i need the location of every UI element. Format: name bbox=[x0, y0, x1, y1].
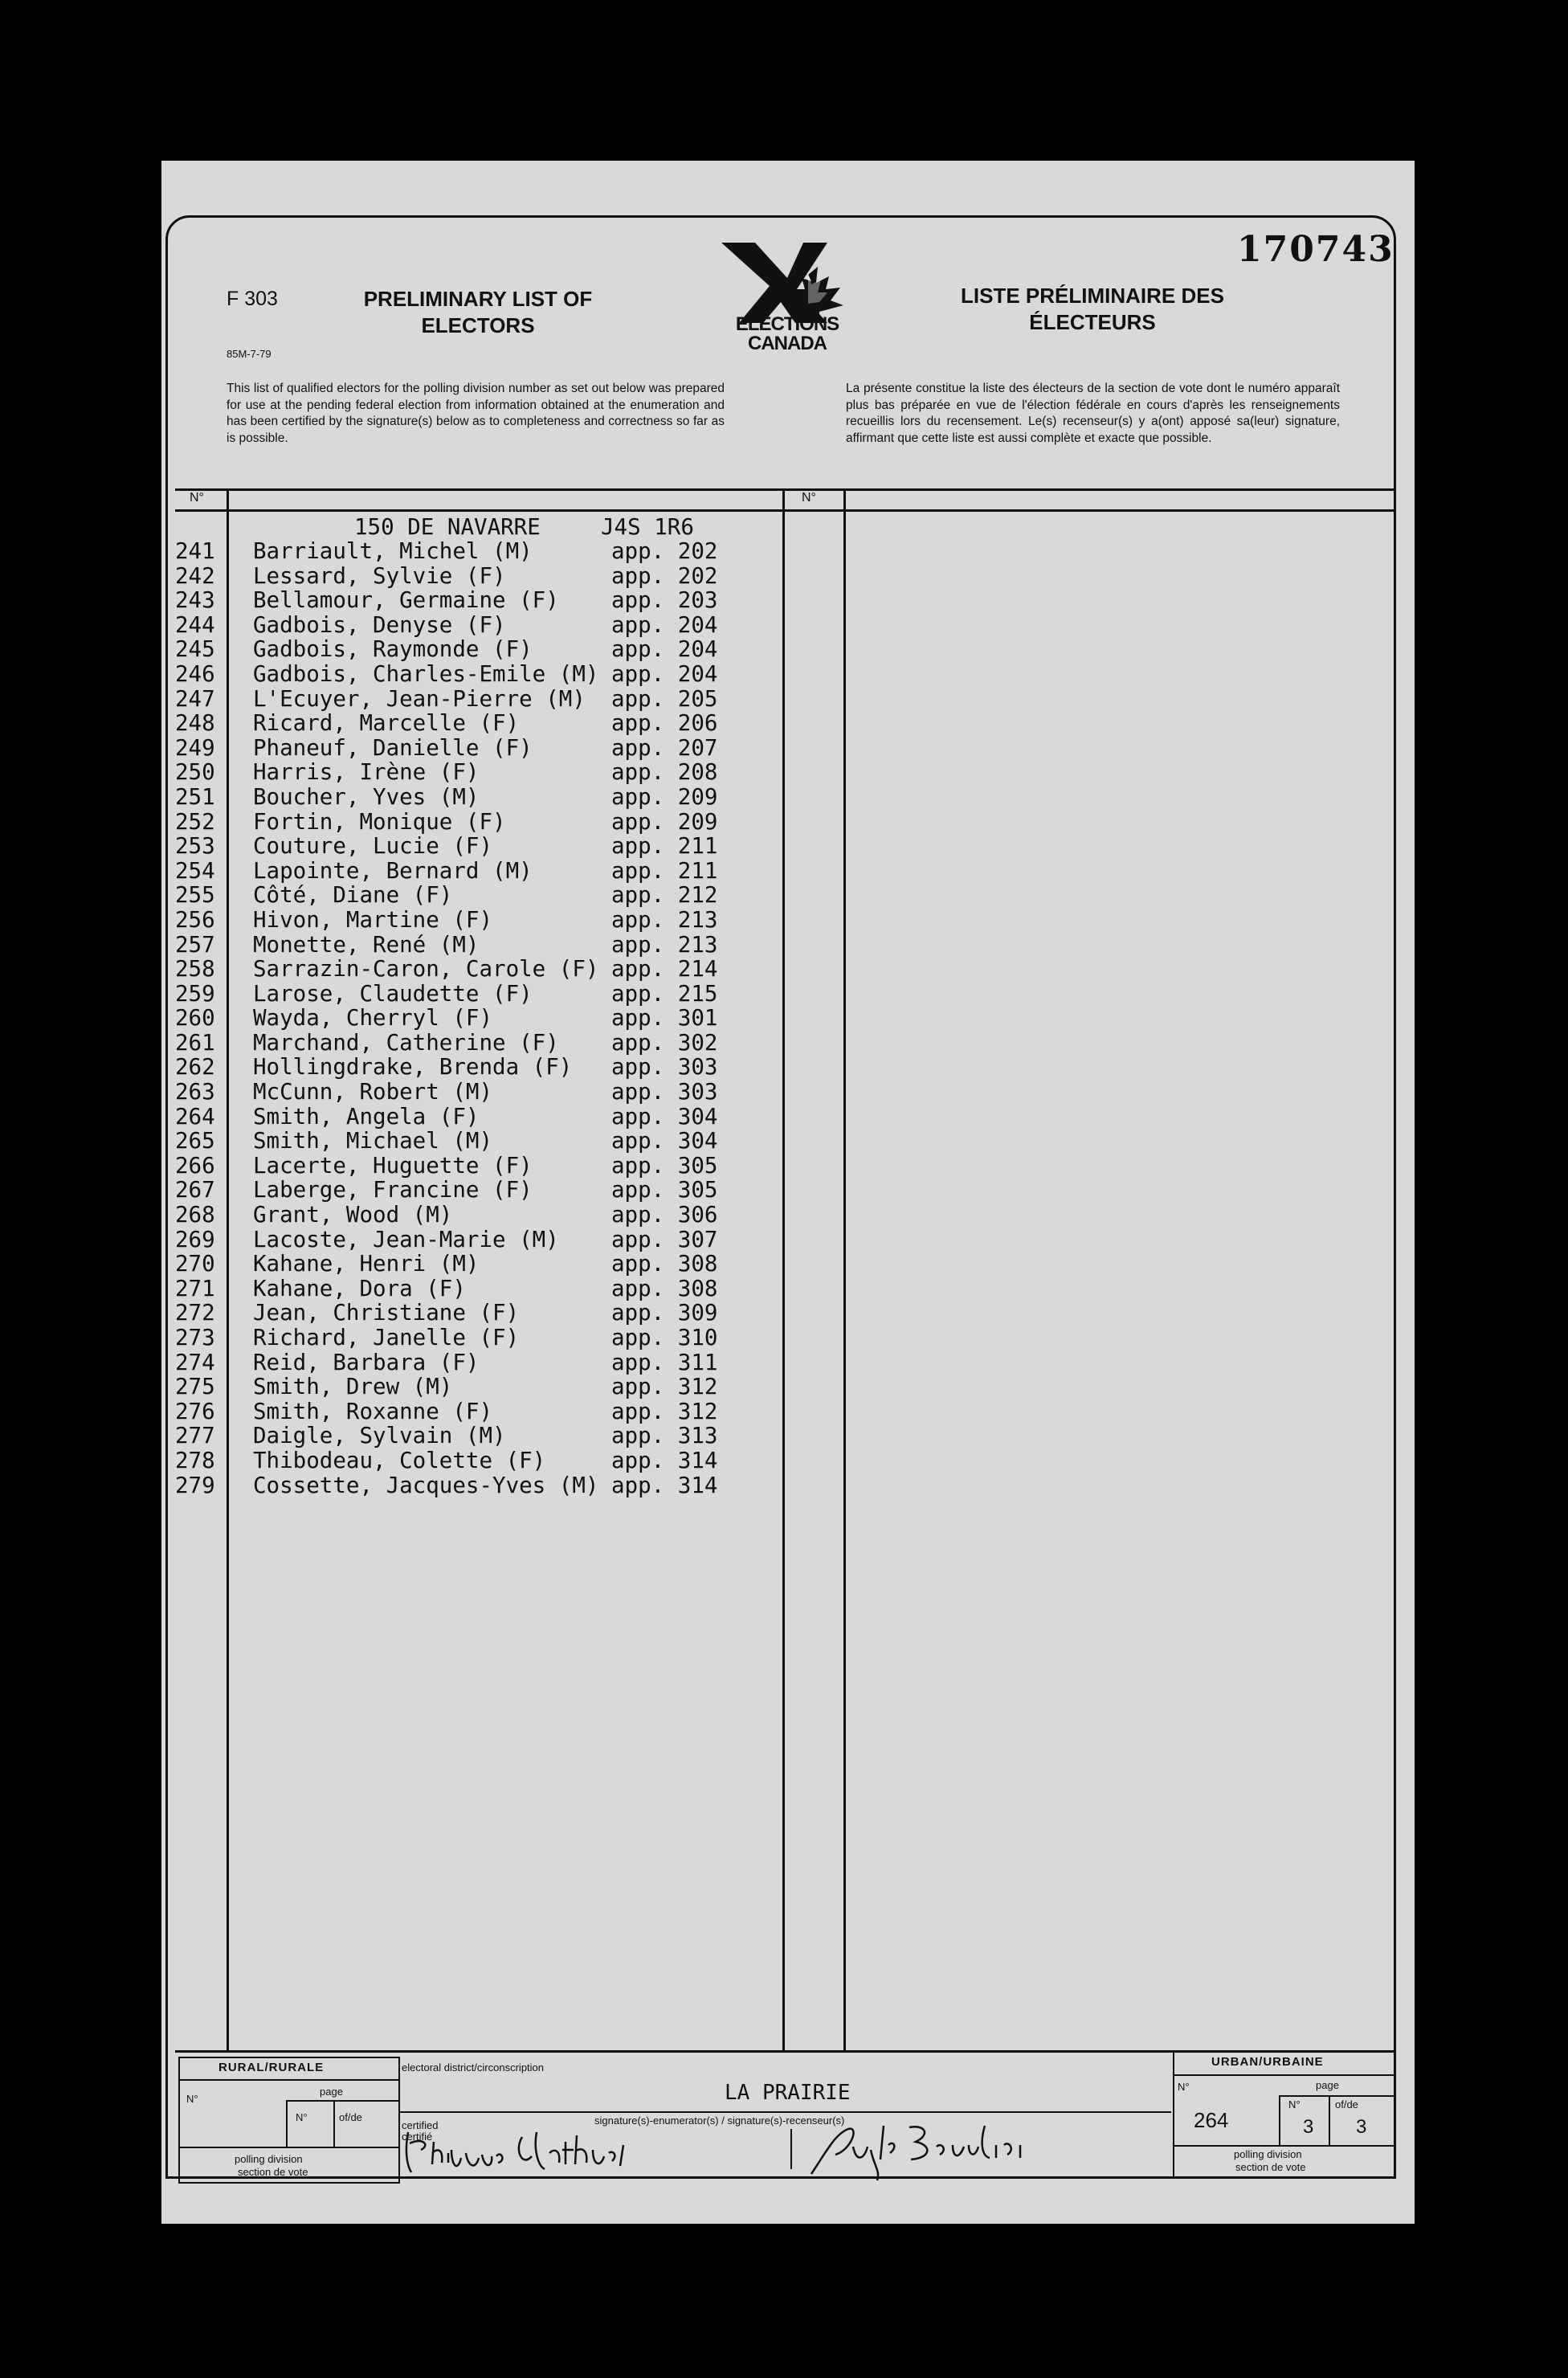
elector-number: 257 bbox=[175, 931, 215, 958]
title-en-line1: PRELIMINARY LIST OF bbox=[363, 287, 593, 311]
elector-name: Grant, Wood (M) bbox=[253, 1202, 453, 1228]
list-item bbox=[175, 1228, 818, 1252]
elector-apartment: app. 211 bbox=[611, 833, 718, 860]
elector-number: 253 bbox=[175, 833, 215, 860]
elector-number: 272 bbox=[175, 1300, 215, 1326]
elector-apartment: app. 206 bbox=[611, 710, 718, 737]
elector-number: 258 bbox=[175, 956, 215, 983]
elector-number: 259 bbox=[175, 980, 215, 1007]
elector-number: 244 bbox=[175, 611, 215, 638]
elector-apartment: app. 311 bbox=[611, 1349, 718, 1375]
elector-list bbox=[175, 539, 818, 1497]
elector-number: 247 bbox=[175, 685, 215, 712]
elector-apartment: app. 303 bbox=[611, 1054, 718, 1081]
list-item bbox=[175, 1031, 818, 1056]
elector-apartment: app. 211 bbox=[611, 857, 718, 884]
elector-apartment: app. 205 bbox=[611, 685, 718, 712]
list-item bbox=[175, 588, 818, 613]
elector-name: Kahane, Henri (M) bbox=[253, 1251, 480, 1277]
elector-apartment: app. 307 bbox=[611, 1226, 718, 1252]
urban-no-divider bbox=[1279, 2095, 1280, 2145]
elector-apartment: app. 306 bbox=[611, 1202, 718, 1228]
street-address: 150 DE NAVARRE bbox=[354, 514, 541, 540]
urban-of-divider bbox=[1329, 2095, 1330, 2145]
signature-divider bbox=[790, 2129, 792, 2169]
elector-number: 270 bbox=[175, 1251, 215, 1277]
list-item bbox=[175, 1375, 818, 1399]
table-top-rule bbox=[175, 488, 1396, 491]
elector-apartment: app. 314 bbox=[611, 1447, 718, 1473]
column-no-left-header: N° bbox=[190, 491, 204, 505]
elector-number: 242 bbox=[175, 562, 215, 589]
signature-2 bbox=[803, 2118, 1109, 2182]
elector-apartment: app. 312 bbox=[611, 1398, 718, 1424]
elector-name: Monette, René (M) bbox=[253, 931, 480, 958]
elector-apartment: app. 203 bbox=[611, 587, 718, 614]
intro-english: This list of qualified electors for the polling division number as set out below was prepared for use at the pending federal election from information obtained at the enumeration and has been certified by the signature(s) below as to completeness and correctness so far as is possible. bbox=[227, 382, 725, 445]
elector-number: 268 bbox=[175, 1202, 215, 1228]
certifie-label: certifié bbox=[402, 2131, 433, 2143]
rural-label-rule bbox=[178, 2079, 400, 2081]
title-english bbox=[337, 286, 619, 339]
list-item bbox=[175, 736, 818, 761]
elector-number: 260 bbox=[175, 1005, 215, 1032]
elector-number: 250 bbox=[175, 759, 215, 786]
elector-name: Couture, Lucie (F) bbox=[253, 833, 493, 860]
elector-apartment: app. 309 bbox=[611, 1300, 718, 1326]
elector-name: Fortin, Monique (F) bbox=[253, 808, 506, 835]
elector-apartment: app. 303 bbox=[611, 1079, 718, 1105]
urban-page-no-label: N° bbox=[1288, 2098, 1301, 2110]
elector-number: 275 bbox=[175, 1374, 215, 1400]
elector-apartment: app. 204 bbox=[611, 636, 718, 663]
elector-number: 279 bbox=[175, 1472, 215, 1498]
list-item bbox=[175, 883, 818, 908]
elector-number: 241 bbox=[175, 538, 215, 564]
elector-number: 261 bbox=[175, 1029, 215, 1056]
elector-apartment: app. 312 bbox=[611, 1374, 718, 1400]
elector-apartment: app. 304 bbox=[611, 1103, 718, 1130]
rural-section-de-vote: section de vote bbox=[238, 2166, 308, 2178]
elector-apartment: app. 301 bbox=[611, 1005, 718, 1032]
elector-number: 255 bbox=[175, 882, 215, 909]
list-item bbox=[175, 1055, 818, 1080]
list-item bbox=[175, 908, 818, 933]
district-rule bbox=[400, 2111, 1171, 2113]
list-item bbox=[175, 564, 818, 589]
rural-of-label: of/de bbox=[339, 2111, 362, 2123]
certified-label: certified bbox=[402, 2119, 439, 2131]
elector-number: 264 bbox=[175, 1103, 215, 1130]
elector-apartment: app. 313 bbox=[611, 1423, 718, 1449]
elector-name: Sarrazin-Caron, Carole (F) bbox=[253, 956, 599, 983]
signature-label: signature(s)-enumerator(s) / signature(s)-recenseur(s) bbox=[594, 2114, 845, 2127]
rural-page-label: page bbox=[320, 2086, 343, 2098]
urban-page-label: page bbox=[1316, 2079, 1339, 2091]
elector-apartment: app. 209 bbox=[611, 808, 718, 835]
elector-number: 249 bbox=[175, 734, 215, 761]
rural-polling-division: polling division bbox=[235, 2153, 303, 2165]
elector-apartment: app. 209 bbox=[611, 783, 718, 810]
list-item bbox=[175, 1178, 818, 1203]
urban-of-value: 3 bbox=[1356, 2116, 1367, 2138]
elector-name: Reid, Barbara (F) bbox=[253, 1349, 480, 1375]
elector-name: Bellamour, Germaine (F) bbox=[253, 587, 559, 614]
list-item bbox=[175, 1252, 818, 1277]
elector-number: 252 bbox=[175, 808, 215, 835]
title-en-line2: ELECTORS bbox=[421, 313, 535, 337]
elector-name: Richard, Janelle (F) bbox=[253, 1325, 520, 1350]
list-item bbox=[175, 1105, 818, 1130]
elector-apartment: app. 212 bbox=[611, 882, 718, 909]
logo-line1: ELECTIONS bbox=[735, 313, 839, 335]
list-item bbox=[175, 662, 818, 687]
title-french bbox=[932, 283, 1253, 336]
urban-bottom-rule bbox=[1173, 2145, 1396, 2147]
list-item bbox=[175, 1301, 818, 1326]
elector-number: 267 bbox=[175, 1177, 215, 1203]
elector-number: 269 bbox=[175, 1226, 215, 1252]
urban-section-de-vote: section de vote bbox=[1235, 2161, 1306, 2173]
form-code: 85M-7-79 bbox=[227, 348, 272, 360]
elector-name: Hivon, Martine (F) bbox=[253, 906, 493, 933]
elector-apartment: app. 308 bbox=[611, 1251, 718, 1277]
signature-1 bbox=[402, 2126, 691, 2176]
elector-name: Smith, Angela (F) bbox=[253, 1103, 480, 1130]
elector-number: 266 bbox=[175, 1152, 215, 1179]
list-item bbox=[175, 1080, 818, 1105]
postal-code: J4S 1R6 bbox=[601, 514, 694, 540]
elector-name: Larose, Claudette (F) bbox=[253, 980, 533, 1007]
list-item bbox=[175, 1277, 818, 1301]
list-item bbox=[175, 1448, 818, 1473]
intro-french: La présente constitue la liste des électeurs de la section de vote dont le numéro apparaît plus bas préparée en vue de l'élection fédérale en cours d'après les renseignements recueillis lors du recensement. Le(s) recenseur(s) y a(ont) apposé sa(leur) signature, affirmant que cette liste est aussi complète et exacte que possible. bbox=[846, 382, 1340, 445]
urban-page-value: 3 bbox=[1303, 2116, 1314, 2138]
list-item bbox=[175, 760, 818, 785]
elector-name: Lacoste, Jean-Marie (M) bbox=[253, 1226, 559, 1252]
elector-apartment: app. 215 bbox=[611, 980, 718, 1007]
elector-name: Gadbois, Denyse (F) bbox=[253, 611, 506, 638]
rural-no-label: N° bbox=[186, 2093, 198, 2105]
list-item bbox=[175, 957, 818, 982]
elector-name: Wayda, Cherryl (F) bbox=[253, 1005, 493, 1032]
urban-label: URBAN/URBAINE bbox=[1211, 2055, 1324, 2069]
elector-number: 271 bbox=[175, 1275, 215, 1301]
elector-apartment: app. 202 bbox=[611, 562, 718, 589]
district-label: electoral district/circonscription bbox=[402, 2061, 545, 2074]
urban-no-label: N° bbox=[1178, 2081, 1190, 2093]
list-item bbox=[175, 613, 818, 638]
elector-name: Kahane, Dora (F) bbox=[253, 1275, 466, 1301]
elector-name: Jean, Christiane (F) bbox=[253, 1300, 520, 1326]
title-fr-line2: ÉLECTEURS bbox=[1029, 310, 1156, 334]
elector-name: L'Ecuyer, Jean-Pierre (M) bbox=[253, 685, 586, 712]
list-item bbox=[175, 711, 818, 736]
elector-name: Phaneuf, Danielle (F) bbox=[253, 734, 533, 761]
elector-name: Thibodeau, Colette (F) bbox=[253, 1447, 546, 1473]
elector-name: Lessard, Sylvie (F) bbox=[253, 562, 506, 589]
elector-apartment: app. 208 bbox=[611, 759, 718, 786]
list-item bbox=[175, 834, 818, 859]
district-value: LA PRAIRIE bbox=[725, 2081, 851, 2105]
elector-apartment: app. 214 bbox=[611, 956, 718, 983]
rural-bottom-rule bbox=[178, 2147, 400, 2148]
table-header-rule bbox=[175, 509, 1396, 512]
elector-name: Laberge, Francine (F) bbox=[253, 1177, 533, 1203]
elector-name: Smith, Michael (M) bbox=[253, 1128, 493, 1154]
elector-apartment: app. 302 bbox=[611, 1029, 718, 1056]
elector-apartment: app. 202 bbox=[611, 538, 718, 564]
elector-number: 277 bbox=[175, 1423, 215, 1449]
form-number: F 303 bbox=[227, 288, 278, 310]
list-item bbox=[175, 539, 818, 564]
elector-number: 263 bbox=[175, 1079, 215, 1105]
list-item bbox=[175, 785, 818, 810]
elector-apartment: app. 204 bbox=[611, 660, 718, 687]
logo-text bbox=[707, 315, 868, 353]
urban-polling-division: polling division bbox=[1234, 2148, 1302, 2160]
rural-label: RURAL/RURALE bbox=[218, 2061, 325, 2074]
rural-page-no-label: N° bbox=[296, 2111, 308, 2123]
elector-number: 254 bbox=[175, 857, 215, 884]
elector-name: Lacerte, Huguette (F) bbox=[253, 1152, 533, 1179]
elector-name: Ricard, Marcelle (F) bbox=[253, 710, 520, 737]
list-item bbox=[175, 859, 818, 884]
elector-apartment: app. 213 bbox=[611, 906, 718, 933]
elector-apartment: app. 305 bbox=[611, 1177, 718, 1203]
urban-of-label: of/de bbox=[1335, 2098, 1358, 2110]
title-fr-line1: LISTE PRÉLIMINAIRE DES bbox=[961, 284, 1224, 308]
list-item bbox=[175, 1473, 818, 1498]
elector-number: 256 bbox=[175, 906, 215, 933]
elector-number: 262 bbox=[175, 1054, 215, 1081]
urban-page-rule bbox=[1279, 2095, 1396, 2097]
elector-number: 248 bbox=[175, 710, 215, 737]
elector-number: 246 bbox=[175, 660, 215, 687]
list-item bbox=[175, 1006, 818, 1031]
urban-label-rule bbox=[1173, 2074, 1396, 2076]
elector-name: Boucher, Yves (M) bbox=[253, 783, 480, 810]
elector-number: 251 bbox=[175, 783, 215, 810]
logo-line2: CANADA bbox=[748, 333, 827, 354]
list-item bbox=[175, 1326, 818, 1350]
elector-apartment: app. 305 bbox=[611, 1152, 718, 1179]
middle-right-rule bbox=[843, 488, 846, 2050]
elector-name: Gadbois, Raymonde (F) bbox=[253, 636, 533, 663]
list-item bbox=[175, 933, 818, 958]
elector-number: 273 bbox=[175, 1325, 215, 1350]
elector-apartment: app. 310 bbox=[611, 1325, 718, 1350]
elector-name: McCunn, Robert (M) bbox=[253, 1079, 493, 1105]
elector-name: Smith, Drew (M) bbox=[253, 1374, 453, 1400]
elector-number: 276 bbox=[175, 1398, 215, 1424]
elector-apartment: app. 204 bbox=[611, 611, 718, 638]
elector-name: Lapointe, Bernard (M) bbox=[253, 857, 533, 884]
list-item bbox=[175, 687, 818, 712]
rural-no-divider bbox=[286, 2100, 288, 2147]
list-item bbox=[175, 1350, 818, 1375]
elector-name: Hollingdrake, Brenda (F) bbox=[253, 1054, 573, 1081]
rural-page-rule bbox=[286, 2100, 400, 2102]
elector-name: Côté, Diane (F) bbox=[253, 882, 453, 909]
elector-name: Barriault, Michel (M) bbox=[253, 538, 533, 564]
elector-apartment: app. 207 bbox=[611, 734, 718, 761]
elector-number: 243 bbox=[175, 587, 215, 614]
elector-apartment: app. 213 bbox=[611, 931, 718, 958]
list-item bbox=[175, 810, 818, 835]
elector-name: Daigle, Sylvain (M) bbox=[253, 1423, 506, 1449]
list-item bbox=[175, 1154, 818, 1179]
list-item bbox=[175, 1203, 818, 1228]
elector-number: 265 bbox=[175, 1128, 215, 1154]
elector-name: Marchand, Catherine (F) bbox=[253, 1029, 559, 1056]
elector-number: 278 bbox=[175, 1447, 215, 1473]
list-item bbox=[175, 637, 818, 662]
elector-number: 245 bbox=[175, 636, 215, 663]
elector-name: Cossette, Jacques-Yves (M) bbox=[253, 1472, 599, 1498]
elector-name: Harris, Irène (F) bbox=[253, 759, 480, 786]
serial-number: 170743 bbox=[1237, 229, 1394, 270]
elector-apartment: app. 304 bbox=[611, 1128, 718, 1154]
elector-name: Smith, Roxanne (F) bbox=[253, 1398, 493, 1424]
list-item bbox=[175, 1424, 818, 1448]
list-item bbox=[175, 1129, 818, 1154]
list-item bbox=[175, 982, 818, 1007]
elector-name: Gadbois, Charles-Emile (M) bbox=[253, 660, 599, 687]
list-item bbox=[175, 1399, 818, 1424]
urban-no-value: 264 bbox=[1194, 2108, 1229, 2132]
rural-of-divider bbox=[333, 2100, 335, 2147]
elector-apartment: app. 308 bbox=[611, 1275, 718, 1301]
column-no-right-header: N° bbox=[802, 491, 816, 505]
elector-apartment: app. 314 bbox=[611, 1472, 718, 1498]
elector-number: 274 bbox=[175, 1349, 215, 1375]
